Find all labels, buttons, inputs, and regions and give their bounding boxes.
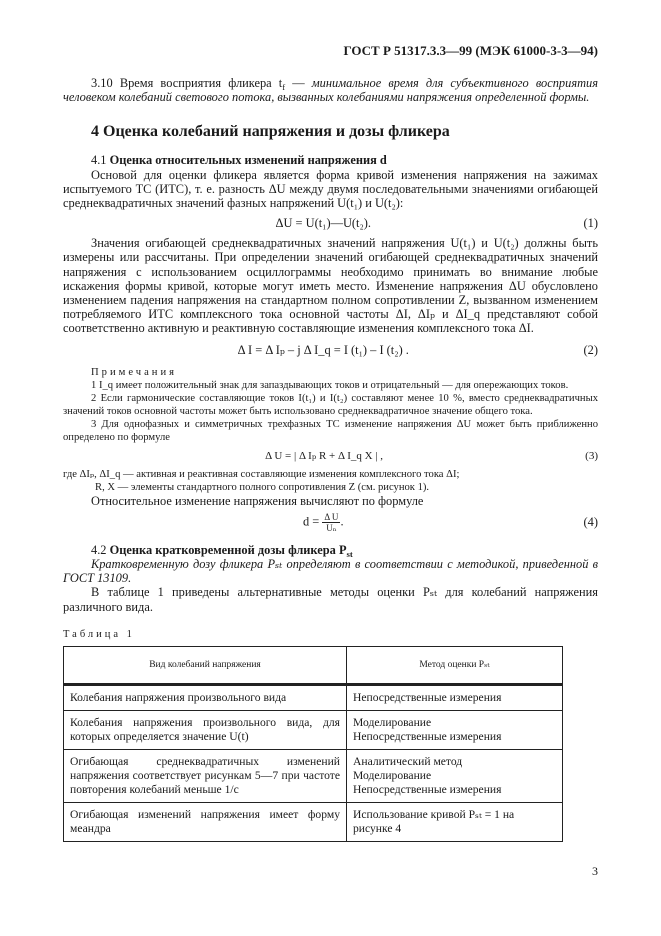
eq4-tail: . bbox=[340, 514, 344, 529]
subsection-title: Оценка относительных изменений напряжения d bbox=[109, 153, 387, 168]
subsection-4-1-heading bbox=[63, 153, 598, 167]
equation-3: Δ U = | Δ Iₚ R + Δ I_q X | , bbox=[265, 449, 384, 462]
title-sub: st bbox=[346, 548, 353, 559]
page-number: 3 bbox=[592, 863, 598, 878]
clause-number: 4.2 bbox=[91, 542, 107, 557]
where-line-1: где ΔIₚ, ΔI_q — активная и реактивная составляющие изменения комплексного тока ΔI; bbox=[63, 468, 460, 480]
subsection-4-2-heading bbox=[63, 543, 598, 557]
equation-1-row bbox=[63, 215, 598, 231]
document-header: ГОСТ Р 51317.3.3—99 (МЭК 61000-3-3—94) bbox=[343, 43, 598, 58]
paragraph: Кратковременную дозу фликера Pₛₜ определяют в соответствии с методикой, приведенной в ГОСТ 13109. bbox=[63, 557, 598, 586]
equation-number: (1) bbox=[583, 216, 598, 231]
definition-text: минимальное время для субъективного восприятия человеком колебаний светового потока, вызванных колебаниями напряжения определенной формы. bbox=[63, 76, 598, 105]
subsection-title: Оценка кратковременной дозы фликера P bbox=[109, 542, 347, 557]
numerator: Δ U bbox=[324, 511, 339, 522]
dash: — bbox=[285, 76, 312, 90]
methods-table bbox=[63, 646, 563, 842]
term-sub: f bbox=[282, 82, 286, 92]
equation-3-row bbox=[63, 448, 598, 464]
equation-4-row bbox=[63, 512, 598, 533]
document-page bbox=[63, 43, 598, 878]
notes-title: Примечания bbox=[91, 366, 177, 378]
table-cell: Непосредственные измерения bbox=[347, 684, 563, 710]
column-header: Метод оценки Pₛₜ bbox=[347, 646, 563, 684]
equation-2-row bbox=[63, 342, 598, 358]
clause-number: 3.10 bbox=[91, 76, 113, 90]
table-cell: Огибающая среднеквадратичных изменений напряжения соответствует рисункам 5—7 при частоте повторения колебаний меньше 1/с bbox=[64, 749, 347, 802]
table-cell: Использование кривой Pₛₜ = 1 на рисунке 4 bbox=[347, 802, 563, 841]
table-cell: Аналитический метод Моделирование Непосредственные измерения bbox=[347, 749, 563, 802]
equation-number: (4) bbox=[583, 515, 598, 530]
table-header-row bbox=[64, 646, 563, 684]
table-cell: Огибающая изменений напряжения имеет форму меандра bbox=[64, 802, 347, 841]
denominator: Uₙ bbox=[326, 522, 337, 533]
note-1: 1 I_q имеет положительный знак для запаздывающих токов и отрицательный — для опережающих токов. bbox=[91, 379, 569, 391]
section-heading: 4 Оценка колебаний напряжения и дозы фликера bbox=[91, 123, 450, 141]
table-cell: Моделирование Непосредственные измерения bbox=[347, 710, 563, 749]
term: Время восприятия фликера t bbox=[119, 76, 283, 90]
equation-2: Δ I = Δ Iₚ – j Δ I_q = I (t₁) – I (t₂) . bbox=[237, 342, 409, 357]
paragraph: Основой для оценки фликера является форма кривой изменения напряжения на зажимах испытуемого ТС (ИТС), т. е. разность ΔU между двумя последовательными значениями огибающей среднеквадратичных значений фазных напряжений U(t₁) и U(t₂): bbox=[63, 167, 598, 211]
table-row bbox=[64, 749, 563, 802]
paragraph: Значения огибающей среднеквадратичных значений напряжения U(t₁) и U(t₂) должны быть измерены или рассчитаны. При определении значений огибающей среднеквадратичных значений напряжения с использованием осциллограммы необходимо принимать во внимание любые искажения формы кривой, которые могут иметь место. Изменение напряжения ΔU обусловлено изменением падения напряжения на стандартном полном сопротивлении Z, вызванном изменением потребляемого ИТС комплексного тока основной частоты ΔI, ΔIₚ и ΔI_q представляют собой соответственно активную и реактивную составляющие изменения комплексного тока ΔI. bbox=[63, 236, 598, 336]
equation-1: ΔU = U(t₁)—U(t₂). bbox=[275, 216, 372, 231]
column-header: Вид колебаний напряжения bbox=[64, 646, 347, 684]
equation-number: (3) bbox=[585, 449, 598, 462]
paragraph: Относительное изменение напряжения вычисляют по формуле bbox=[91, 493, 424, 508]
table-caption: Таблица 1 bbox=[63, 628, 135, 640]
fraction bbox=[322, 512, 340, 533]
paragraph: В таблице 1 приведены альтернативные методы оценки Pₛₜ для колебаний напряжения различного вида. bbox=[63, 585, 598, 614]
table-row bbox=[64, 710, 563, 749]
table-row bbox=[64, 802, 563, 841]
table-row bbox=[64, 684, 563, 710]
table-cell: Колебания напряжения произвольного вида bbox=[64, 684, 347, 710]
table-cell: Колебания напряжения произвольного вида, для которых определяется значение U(t) bbox=[64, 710, 347, 749]
eq4-lhs: d = bbox=[303, 514, 320, 529]
clause-number: 4.1 bbox=[91, 153, 107, 168]
equation-number: (2) bbox=[583, 342, 598, 357]
note-3: 3 Для однофазных и симметричных трехфазных ТС изменение напряжения ΔU может быть приближенно определено по формуле bbox=[63, 418, 598, 443]
note-2: 2 Если гармонические составляющие токов I(t₁) и I(t₂) составляют менее 10 %, вместо среднеквадратичных значений токов основной частоты может быть использовано среднеквадратичное значение общего тока. bbox=[63, 392, 598, 417]
equation-4 bbox=[63, 512, 584, 533]
definition-3-10 bbox=[63, 76, 598, 104]
where-line-2: R, X — элементы стандартного полного сопротивления Z (см. рисунок 1). bbox=[95, 481, 430, 493]
